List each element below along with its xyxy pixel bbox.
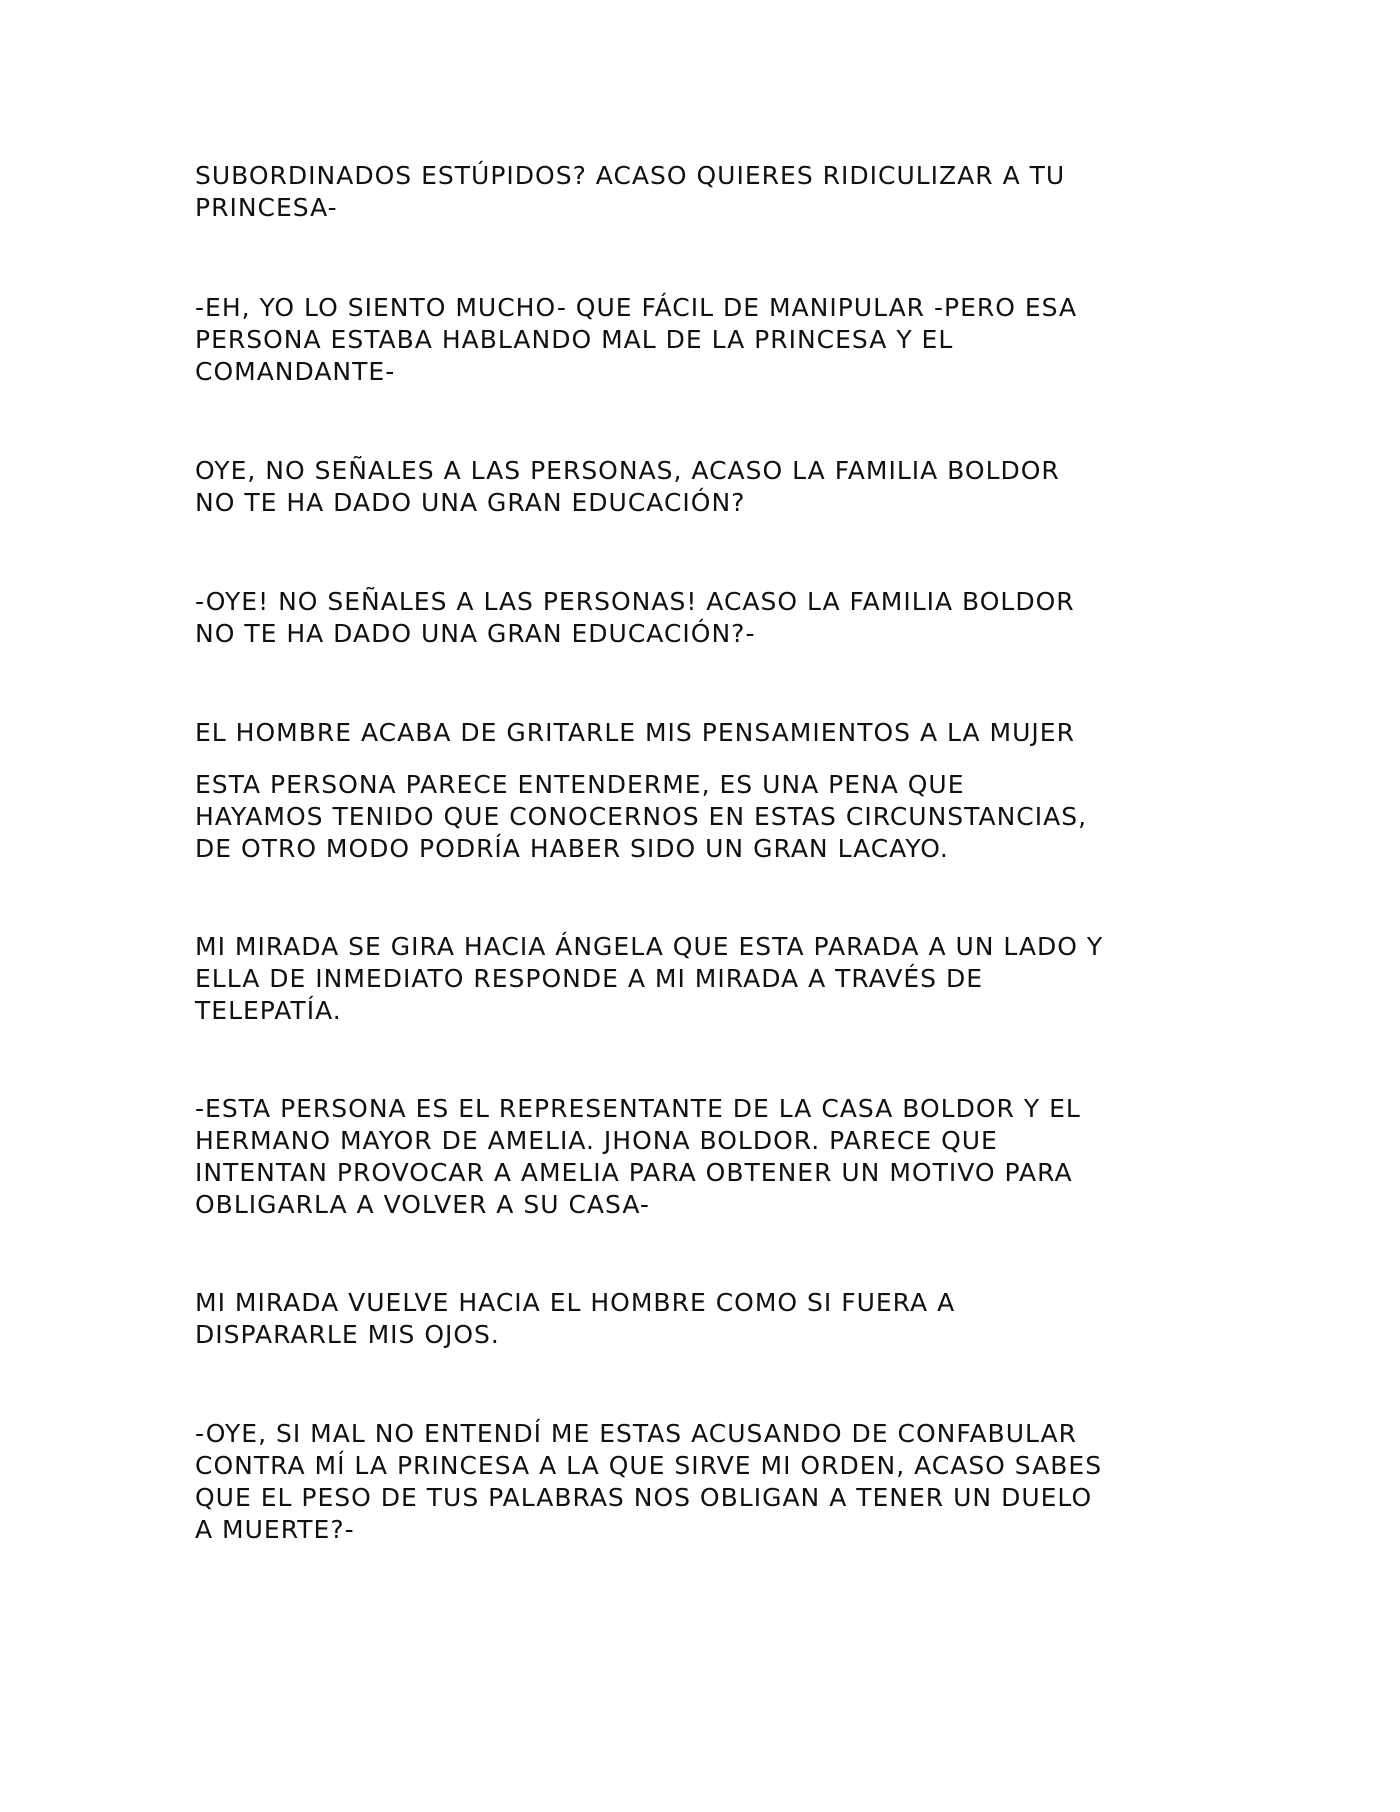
paragraph-7: MI MIRADA SE GIRA HACIA ÁNGELA QUE ESTA PARADA A UN LADO Y ELLA DE INMEDIATO RESPONDE A MI MIRADA A TRAVÉS DE TELEPATÍA. [195, 932, 1104, 1025]
paragraph-2: -EH, YO LO SIENTO MUCHO- QUE FÁCIL DE MANIPULAR -PERO ESA PERSONA ESTABA HABLANDO MAL DE LA PRINCESA Y EL COMANDANTE- [195, 293, 1078, 386]
paragraph-6: ESTA PERSONA PARECE ENTENDERME, ES UNA PENA QUE HAYAMOS TENIDO QUE CONOCERNOS EN ESTAS CIRCUNSTANCIAS, DE OTRO MODO PODRÍA HABER SIDO UN GRAN LACAYO. [195, 770, 1088, 863]
paragraph-9: MI MIRADA VUELVE HACIA EL HOMBRE COMO SI FUERA A DISPARARLE MIS OJOS. [195, 1288, 956, 1349]
paragraph-10: -OYE, SI MAL NO ENTENDÍ ME ESTAS ACUSANDO DE CONFABULAR CONTRA MÍ LA PRINCESA A LA QUE SIRVE MI ORDEN, ACASO SABES QUE EL PESO DE TUS PALABRAS NOS OBLIGAN A TENER UN DUELO A MUERTE?- [195, 1419, 1103, 1544]
paragraph-8: -ESTA PERSONA ES EL REPRESENTANTE DE LA CASA BOLDOR Y EL HERMANO MAYOR DE AMELIA. JHONA BOLDOR. PARECE QUE INTENTAN PROVOCAR A AMELIA PARA OBTENER UN MOTIVO PARA OBLIGARLA A VOLVER A SU CASA- [195, 1094, 1081, 1219]
paragraph-4: -OYE! NO SEÑALES A LAS PERSONAS! ACASO LA FAMILIA BOLDOR NO TE HA DADO UNA GRAN EDUCACIÓN?- [195, 587, 1075, 648]
paragraph-5: EL HOMBRE ACABA DE GRITARLE MIS PENSAMIENTOS A LA MUJER [195, 718, 1075, 747]
paragraph-1: SUBORDINADOS ESTÚPIDOS? ACASO QUIERES RIDICULIZAR A TU PRINCESA- [195, 161, 1066, 222]
paragraph-3: OYE, NO SEÑALES A LAS PERSONAS, ACASO LA FAMILIA BOLDOR NO TE HA DADO UNA GRAN EDUCACIÓN? [195, 456, 1060, 517]
